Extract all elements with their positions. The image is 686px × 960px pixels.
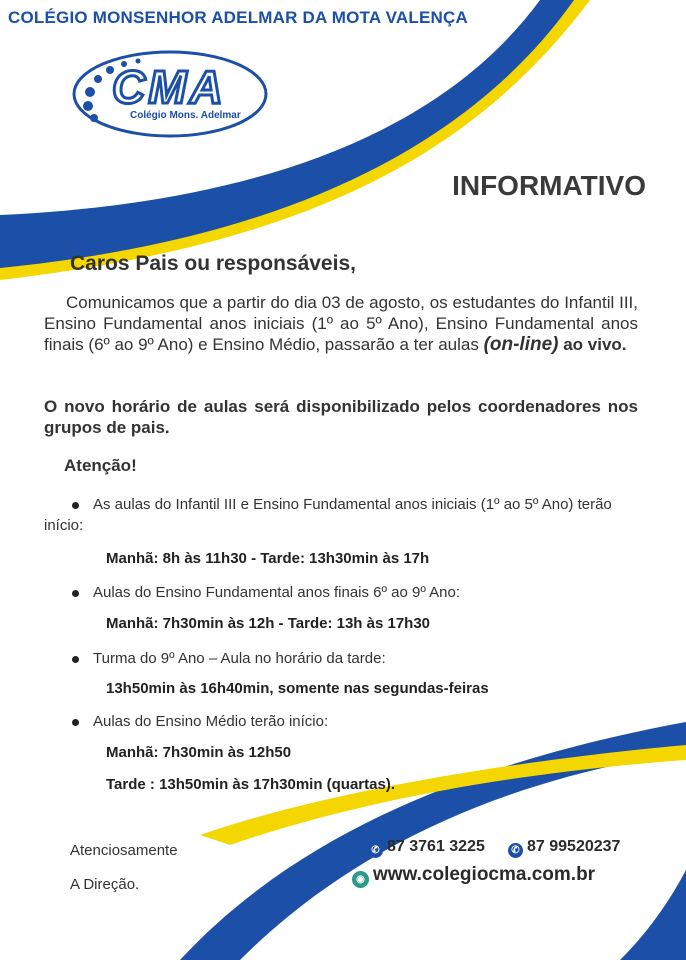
whatsapp-contact [508, 838, 620, 858]
bullet-item [44, 711, 644, 732]
school-logo [70, 48, 270, 140]
schedule-line: Tarde : 13h50min às 17h30min (quartas). [106, 776, 395, 793]
announcement-main-text: Comunicamos que a partir do dia 03 de agosto, os estudantes do Infantil III, Ensino Fundamental anos iniciais (1º ao 5º Ano), Ensino Fundamental anos finais (6º ao 9º Ano) e Ensino Médio, passarão a ter aulas [44, 293, 638, 354]
bullet-dot-icon [72, 590, 79, 597]
bullet-item [44, 648, 644, 669]
bullet-dot-icon [72, 502, 79, 509]
bullet-text: Turma do 9º Ano – Aula no horário da tarde: [93, 650, 386, 667]
closing-line: Atenciosamente [70, 842, 178, 859]
announcement-paragraph [44, 292, 638, 355]
schedule-line: Manhã: 7h30min às 12h - Tarde: 13h às 17h30 [106, 615, 431, 632]
logo-letters: CMA [112, 61, 226, 113]
bullet-dot-icon [72, 719, 79, 726]
announcement-end-text: ao vivo. [558, 335, 627, 354]
schedule-line: 13h50min às 16h40min, somente nas segundas-feiras [106, 680, 489, 697]
website-contact [352, 864, 595, 888]
document-title: INFORMATIVO [452, 170, 646, 201]
globe-icon: ◉ [352, 871, 369, 888]
bullet-text: Aulas do Ensino Médio terão início: [93, 713, 329, 730]
phone-contact [368, 838, 485, 858]
bullet-dot-icon [72, 656, 79, 663]
school-name: COLÉGIO MONSENHOR ADELMAR DA MOTA VALENÇA [8, 8, 468, 27]
signature-line: A Direção. [70, 876, 140, 893]
schedule-line: Manhã: 8h às 11h30 - Tarde: 13h30min às 17h [106, 550, 430, 567]
attention-label: Atenção! [64, 456, 137, 475]
whatsapp-number: 87 99520237 [527, 838, 621, 855]
phone-number: 87 3761 3225 [387, 838, 485, 855]
bullet-item [44, 582, 644, 603]
phone-icon: ✆ [368, 843, 383, 858]
bullet-text: As aulas do Infantil III e Ensino Fundamental anos iniciais (1º ao 5º Ano) terão início: [44, 496, 612, 534]
website-url[interactable]: www.colegiocma.com.br [373, 864, 596, 885]
bullet-item [44, 494, 644, 536]
greeting: Caros Pais ou responsáveis, [70, 252, 356, 275]
logo-subtitle: Colégio Mons. Adelmar [130, 110, 241, 121]
schedule-line: Manhã: 7h30min às 12h50 [106, 744, 292, 761]
bottom-corner-blue [620, 870, 686, 960]
bullet-text: Aulas do Ensino Fundamental anos finais 6º ao 9º Ano: [93, 584, 461, 601]
whatsapp-icon: ✆ [508, 843, 523, 858]
schedule-notice-paragraph: O novo horário de aulas será disponibilizado pelos coordenadores nos grupos de pais. [44, 397, 638, 437]
online-emphasis: (on-line) [483, 334, 559, 355]
